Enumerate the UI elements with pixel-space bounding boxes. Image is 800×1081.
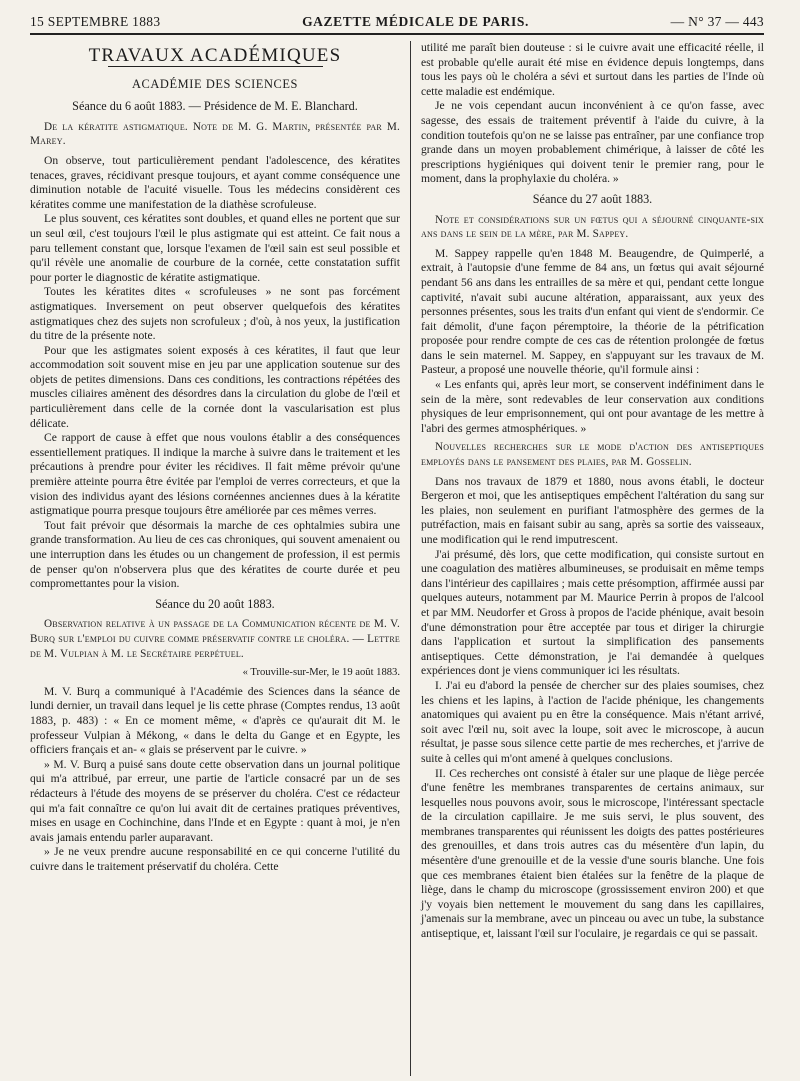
paragraph: Je ne vois cependant aucun inconvénient à ce qu'on fasse, avec sagesse, des essais de traitement préventif à l'aide du cuivre, à la condition toutefois qu'on ne se laisse pas entraîner, par une confiance trop grande dans un moyen probablement chimérique, à laisser de côté les prescriptions hygiéniques qui doivent tenir le premier rang, pour le moment, dans la prophylaxie du choléra. » [421, 99, 764, 186]
paragraph: Pour que les astigmates soient exposés à ces kératites, il faut que leur accommodation soit souvent mise en jeu par une application soutenue sur des objets de petites dimensions. Dans ces conditions, les contractions répétées des muscles ciliaires amènent des désordres dans la circulation du globe de l'œil et particulièrement dans celle de la cornée dont la vascularisation est plus délicate. [30, 343, 400, 430]
paragraph: Tout fait prévoir que désormais la marche de ces ophtalmies subira une grande transformation. Au lieu de ces cas chroniques, qui souvent amenaient ou une interruption dans les études ou un changement de profession, il est permis de penser qu'on n'observera plus que des kératites de courte durée et peu compromettantes pour la vision. [30, 518, 400, 591]
academy-heading: ACADÉMIE DES SCIENCES [131, 76, 299, 91]
paragraph: Le plus souvent, ces kératites sont doubles, et quand elles ne portent que sur un seul œil, c'est toujours l'œil le plus astigmate qui est atteint. Ce fait nous a paru tellement constant que, lorsque l'examen de l'œil sain est seul possible et qu'il révèle une anomalie de courbure de la cornée, cette constatation suffit pour porter le diagnostic de kératite astigmatique. [30, 212, 400, 284]
paragraph: I. J'ai eu d'abord la pensée de chercher sur des plaies soumises, chez les chiens et les lapins, à l'action de l'acide phénique, les changements anatomiques qui avaient pu en être la conséquence. Mais n'étant arrivé, soit avec l'œil nu, soit avec la loupe, soit avec le microscope, à aucun résultat, je passe sous silence cette partie de mes recherches, et j'arrive de suite à celles qui m'ont amené à quelques conclusions. [421, 678, 764, 765]
section-title: TRAVAUX ACADÉMIQUES [88, 45, 342, 66]
right-column [421, 41, 764, 1076]
left-column [30, 41, 400, 1076]
note-title-1: De la kératite astigmatique. Note de M. G. Martin, présentée par M. Marey. [30, 120, 400, 148]
paragraph: M. Sappey rappelle qu'en 1848 M. Beaugendre, de Quimperlé, a extrait, à l'autopsie d'une femme de 84 ans, un fœtus qui avait séjourné pendant 56 ans dans les entrailles de sa mère et qui, pendant cette longue captivité, n'avait subi aucune altération, apparaissant, aux yeux des personnes présentes, sous les traits d'un enfant qui vient de s'endormir. Ce fait démolit, d'une façon péremptoire, la théorie de la pétrification proposée pour rendre compte de ces cas de rétention prolongée de fœtus dans le sein maternel. M. Sappey, en s'appuyant sur les travaux de M. Pasteur, a proposé une nouvelle théorie, qu'il formule ainsi : [421, 246, 764, 377]
header-date: 15 SEPTEMBRE 1883 [30, 14, 161, 29]
running-head [30, 14, 764, 30]
header-rule [30, 33, 764, 35]
session-heading-3: Séance du 27 août 1883. [532, 191, 653, 206]
paragraph: Dans nos travaux de 1879 et 1880, nous avons établi, le docteur Bergeron et moi, que les antiseptiques empêchent l'altération du sang sur les plaies, non seulement en purifiant l'atmosphère des germes de la putréfaction, mais en faisant subir au sang, après sa sortie des vaisseaux, une modification qui le rend imputrescent. [421, 474, 764, 546]
header-title: GAZETTE MÉDICALE DE PARIS. [302, 14, 529, 29]
letter-dateline: « Trouville-sur-Mer, le 19 août 1883. [242, 667, 400, 679]
paragraph: Toutes les kératites dites « scrofuleuses » ne sont pas forcément astigmatiques. Inversement on peut observer quelquefois des kératites astigmatiques chez des sujets non scrofuleux ; d'où, à nos yeux, la justification du titre de la présente note. [30, 285, 400, 343]
paragraph: J'ai présumé, dès lors, que cette modification, qui consiste surtout en une coagulation des matières albumineuses, se produisait en même temps dans l'intérieur des capillaires ; mais cette présomption, affirmée aussi par quelques auteurs, notamment par M. Maurice Perrin à propos de l'alcool et par MM. Neudorfer et Gross à propos de l'acide phénique, avait besoin d'une démonstration pour être acceptée par tous et diriger la chirurgie dans l'application et surtout la simplification des pansements antiseptiques. Cette démonstration, je l'ai demandée à quelques expériences dont je viens communiquer ici les résultats. [421, 547, 764, 678]
paragraph: utilité me paraît bien douteuse : si le cuivre avait une efficacité réelle, il est probable qu'elle aurait été mise en évidence depuis longtemps, dans tous les pays où le choléra a sévi et surtout dans les parties de l'Inde où cette maladie est endémique. [421, 41, 764, 98]
two-column-body [30, 41, 764, 1076]
note-title-2: Observation relative à un passage de la Communication récente de M. V. Burq sur l'emploi du cuivre comme préservatif contre le choléra. — Lettre de M. Vulpian à M. le Secrétaire perpétuel. [30, 618, 400, 660]
paragraph: « Les enfants qui, après leur mort, se conservent indéfiniment dans le sein de la mère, sont redevables de leur conservation aux conditions physiques de leur emprisonnement, qui ont pour avantage de les mettre à l'abri des germes atmosphériques. » [421, 378, 764, 435]
session-heading-1: Séance du 6 août 1883. — Présidence de M. E. Blanchard. [72, 99, 358, 114]
header-issue: — N° 37 — 443 [670, 14, 764, 29]
paragraph: » Je ne veux prendre aucune responsabilité en ce qui concerne l'utilité du cuivre dans le traitement préservatif du choléra. Cette [30, 845, 400, 873]
paragraph: » M. V. Burq a puisé sans doute cette observation dans un journal politique qui m'a attribué, par erreur, une partie de l'article consacré par un de ses rédacteurs à l'étude des moyens de se préserver du choléra. C'est ce rédacteur qui m'a fait connaître ce qu'on lui avait dit de certaines pratiques préventives, mises en usage en Cochinchine, dans l'Inde et en Egypte : quant à moi, je n'en avais jamais entendu parler auparavant. [30, 757, 400, 844]
note-title-3: Note et considérations sur un fœtus qui a séjourné cinquante-six ans dans le sein de la mère, par M. Sappey. [421, 213, 764, 241]
paragraph: On observe, tout particulièrement pendant l'adolescence, des kératites tenaces, graves, récidivant presque toujours, et ayant comme conséquence une diminution notable de l'acuité visuelle. Tous les médecins considèrent ces kératites comme une manifestation de la diathèse scrofuleuse. [30, 153, 400, 211]
note-title-4: Nouvelles recherches sur le mode d'action des antiseptiques employés dans le pansement des plaies, par M. Gosselin. [421, 441, 764, 469]
session-heading-2: Séance du 20 août 1883. [155, 596, 275, 611]
paragraph: II. Ces recherches ont consisté à étaler sur une plaque de liège percée d'une fenêtre les membranes transparentes de certains animaux, sur lesquelles nous pouvons avoir, sous le microscope, l'intéressant spectacle de la circulation capillaire. Je me suis servi, le plus souvent, des membranes transparentes qui réunissent les doigts des pattes postérieures des grenouilles, et dans trois autres cas du mésentère d'un lapin, du mésentère d'une grenouille et de la vessie d'une souris blanche. Une fois que ces membranes étaient bien étalées sur la fenêtre de la plaque de liège, dans le champ du microscope (grossissement environ 200) et que j'y voyais bien nettement le mouvement du sang dans les capillaires, j'amenais sur la membrane, avec un pinceau ou avec un tube, la substance antiseptique, et, laissant l'œil sur l'oculaire, je regardais ce qui se passait. [421, 766, 764, 941]
column-divider [410, 41, 411, 1076]
paragraph: M. V. Burq a communiqué à l'Académie des Sciences dans la séance de lundi dernier, un travail dans lequel je lis cette phrase (Comptes rendus, 13 août 1883, p. 483) : « En ce moment même, « d'après ce qu'aurait dit M. le professeur Vulpian à Mékong, « dans le delta du Gange et en Egypte, les officiers français et an- « glais se préservent par le cuivre. » [30, 684, 400, 757]
paragraph: Ce rapport de cause à effet que nous voulons établir a des conséquences essentiellement pratiques. Il indique la marche à suivre dans le traitement et les précautions à prendre pour éviter les récidives. Il fait même prévoir qu'une première atteinte pourra être évitée par l'emploi de verres correcteurs, et que la vision des individus ayant des lésions cornéennes anciennes dues à la kératite astigmatique pourra presque toujours être améliorée par ces mêmes verres. [30, 431, 400, 518]
